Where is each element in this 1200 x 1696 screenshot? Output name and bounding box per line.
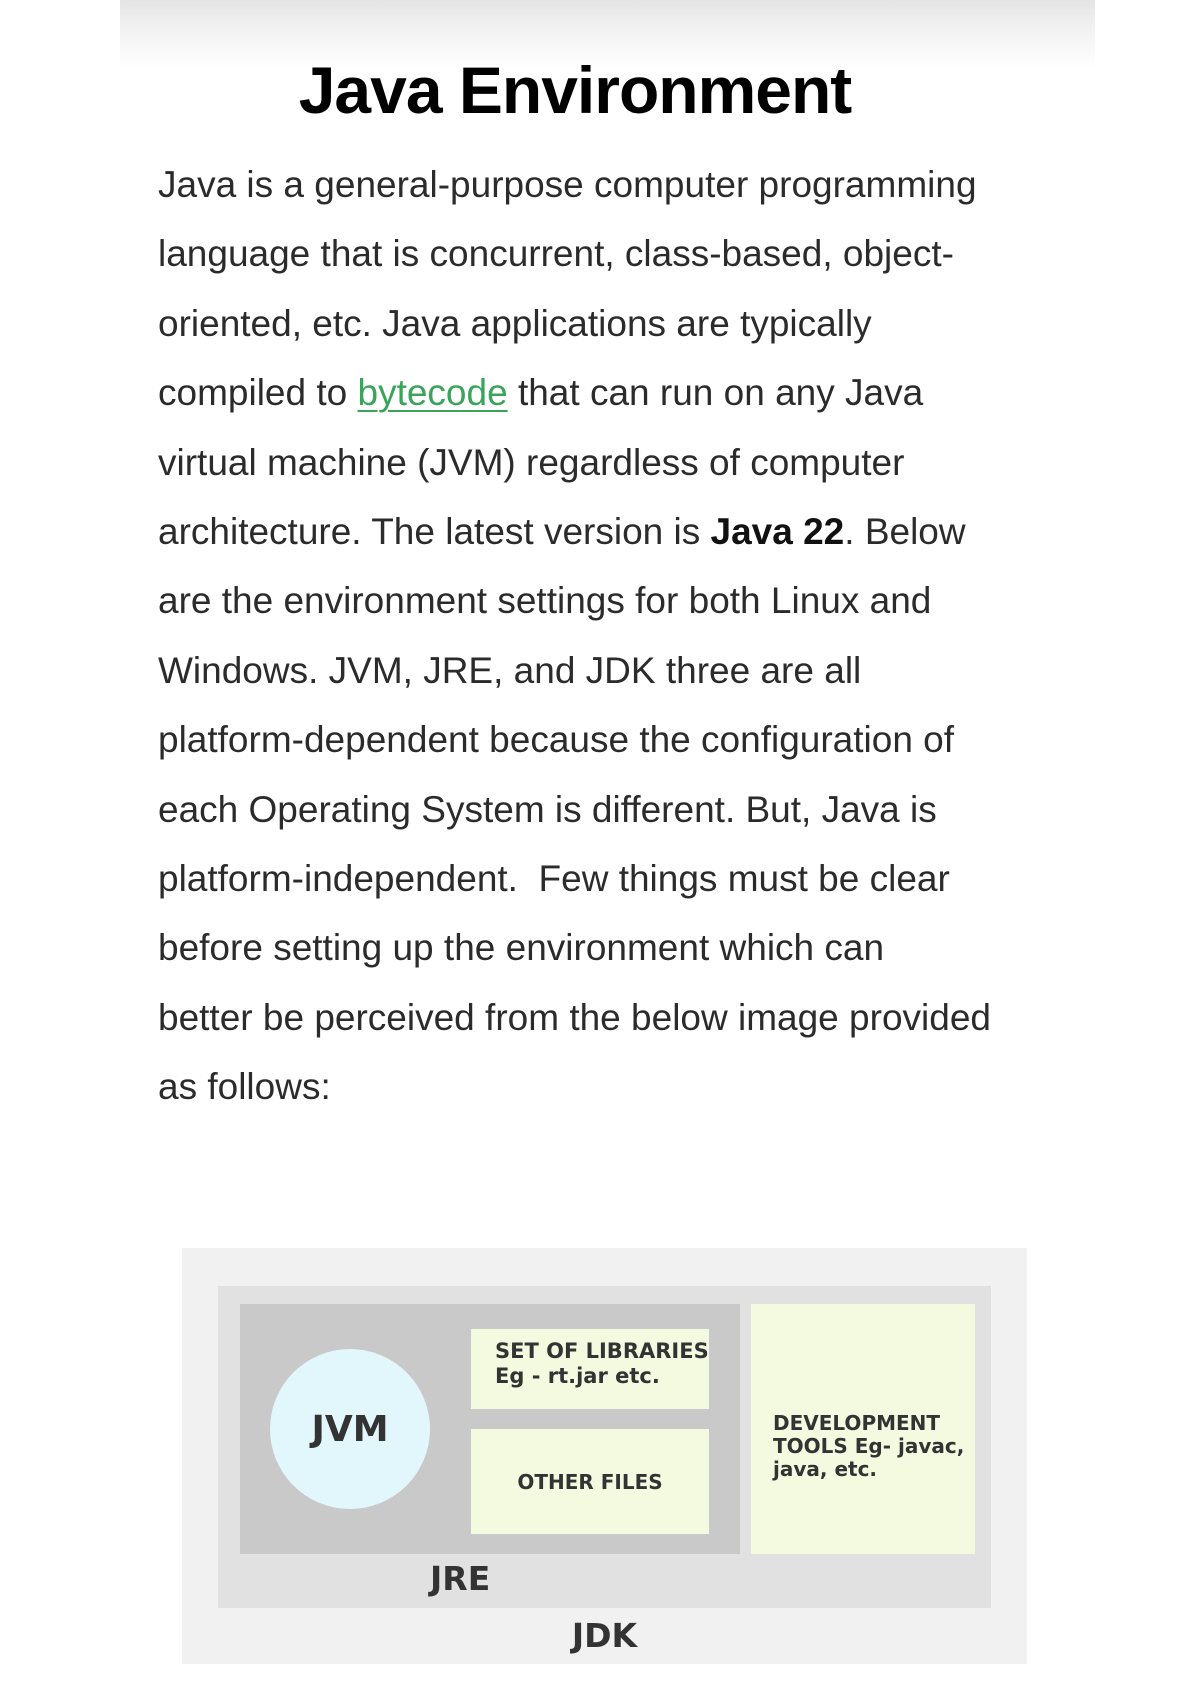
article-line: platform-dependent because the configuration of bbox=[158, 719, 955, 761]
dev-tools-line: java, etc. bbox=[773, 1457, 878, 1481]
dev-tools-line: TOOLS Eg- javac, bbox=[773, 1434, 965, 1458]
libraries-title: SET OF LIBRARIES bbox=[495, 1339, 709, 1363]
article-line: oriented, etc. Java applications are typically bbox=[158, 302, 872, 344]
article-line: as follows: bbox=[158, 1066, 331, 1108]
article-line bbox=[158, 497, 1078, 566]
bytecode-link[interactable]: bytecode bbox=[357, 372, 508, 414]
development-tools-box bbox=[751, 1304, 975, 1554]
article-line: Windows. JVM, JRE, and JDK three are all bbox=[158, 649, 862, 691]
article-line: before setting up the environment which can bbox=[158, 927, 885, 969]
article-text: architecture. The latest version is bbox=[158, 511, 711, 553]
jvm-circle: JVM bbox=[270, 1349, 430, 1509]
page-title: Java Environment bbox=[298, 53, 852, 127]
article-line: Java is a general-purpose computer programming bbox=[158, 164, 977, 205]
jdk-label: JDK bbox=[571, 1616, 638, 1655]
article-line: are the environment settings for both Linux and bbox=[158, 580, 932, 622]
article-line: language that is concurrent, class-based, object- bbox=[158, 233, 954, 275]
other-files-box: OTHER FILES bbox=[471, 1429, 709, 1534]
dev-tools-line: DEVELOPMENT bbox=[773, 1411, 941, 1435]
jdk-box bbox=[218, 1286, 991, 1608]
article-text: that can run on any Java bbox=[507, 372, 924, 414]
jre-label: JRE bbox=[430, 1559, 491, 1598]
java-version-text: Java 22 bbox=[710, 511, 845, 553]
libraries-example: Eg - rt.jar etc. bbox=[495, 1364, 660, 1388]
article-text: compiled to bbox=[158, 372, 358, 414]
article-line: each Operating System is different. But, Java is bbox=[158, 788, 937, 830]
article-line: virtual machine (JVM) regardless of computer bbox=[158, 441, 905, 483]
article-line bbox=[158, 358, 1078, 427]
article-body bbox=[158, 150, 1078, 1122]
java-environment-diagram bbox=[182, 1248, 1027, 1664]
article-line: platform-independent. Few things must be clear bbox=[158, 858, 950, 900]
article-line: better be perceived from the below image provided bbox=[158, 996, 991, 1038]
jre-box bbox=[240, 1304, 740, 1554]
libraries-box bbox=[471, 1329, 709, 1409]
article-text: . Below bbox=[844, 511, 966, 553]
